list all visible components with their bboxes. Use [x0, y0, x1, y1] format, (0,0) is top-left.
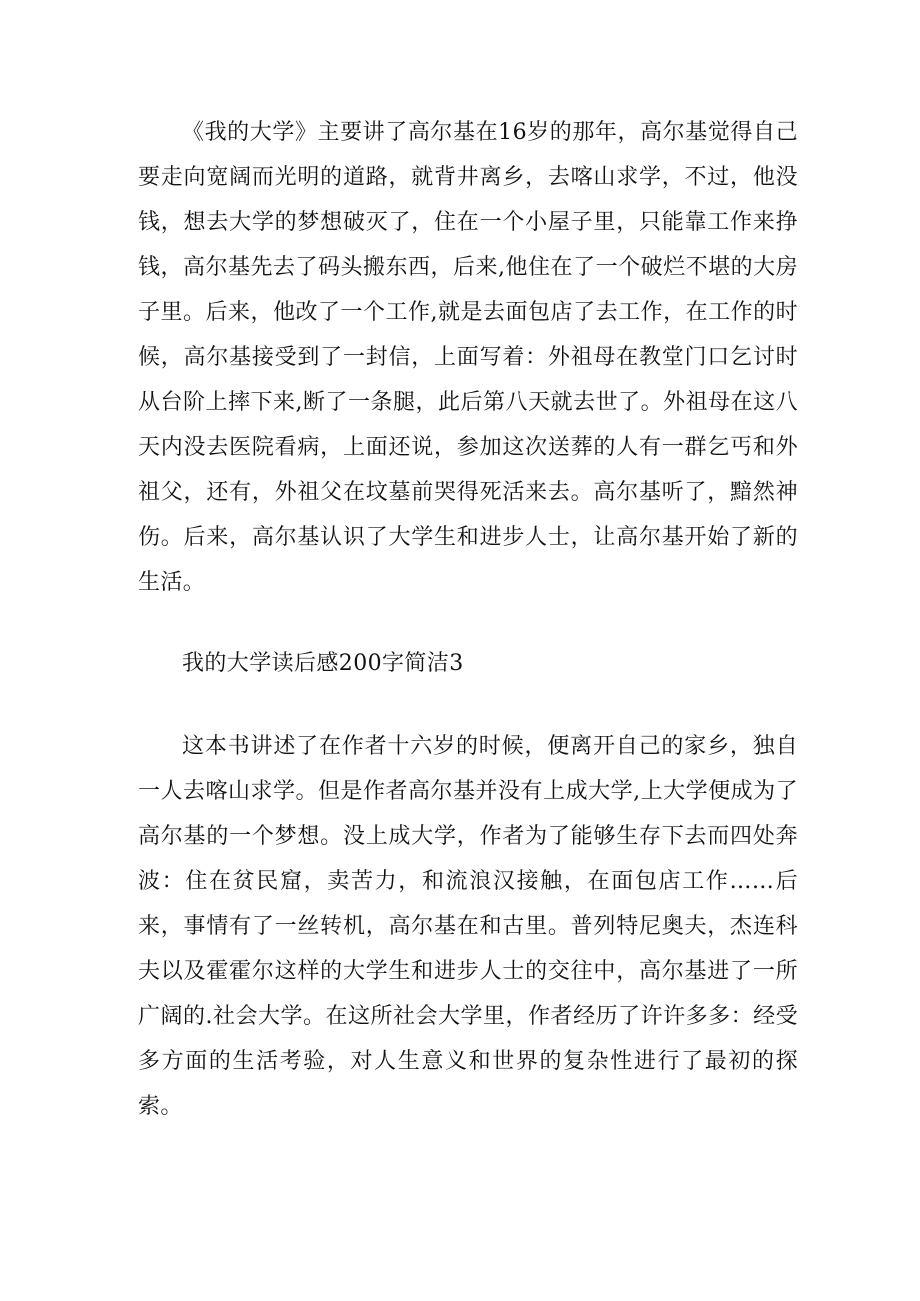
paragraph-spacer	[138, 605, 798, 641]
paragraph-2: 这本书讲述了在作者十六岁的时候，便离开自己的家乡，独自一人去喀山求学。但是作者高尔基并没有上成大学,上大学便成为了高尔基的一个梦想。没上成大学，作者为了能够生存下去而四处奔波：住在贫民窟，卖苦力，和流浪汉接触，在面包店工作……后来，事情有了一丝转机，高尔基在和古里。普列特尼奥夫，杰连科夫以及霍霍尔这样的大学生和进步人士的交往中，高尔基进了一所广阔的.社会大学。在这所社会大学里，作者经历了许许多多：经受多方面的生活考验，对人生意义和世界的复杂性进行了最初的探索。	[138, 734, 798, 1119]
paragraph-1: 《我的大学》主要讲了高尔基在16岁的那年，高尔基觉得自己要走向宽阔而光明的道路，就背井离乡，去喀山求学，不过，他没钱，想去大学的梦想破灭了，住在一个小屋子里，只能靠工作来挣钱，高尔基先去了码头搬东西，后来,他住在了一个破烂不堪的大房子里。后来，他改了一个工作,就是去面包店了去工作，在工作的时候，高尔基接受到了一封信，上面写着：外祖母在教堂门口乞讨时从台阶上摔下来,断了一条腿，此后第八天就去世了。外祖母在这八天内没去医院看病，上面还说，参加这次送葬的人有一群乞丐和外祖父，还有，外祖父在坟墓前哭得死活来去。高尔基听了，黯然神伤。后来，高尔基认识了大学生和进步人士，让高尔基开始了新的生活。	[138, 120, 798, 595]
section-heading: 我的大学读后感200字简洁3	[182, 651, 464, 676]
paragraph-spacer	[138, 686, 798, 724]
document-body	[138, 110, 798, 1129]
